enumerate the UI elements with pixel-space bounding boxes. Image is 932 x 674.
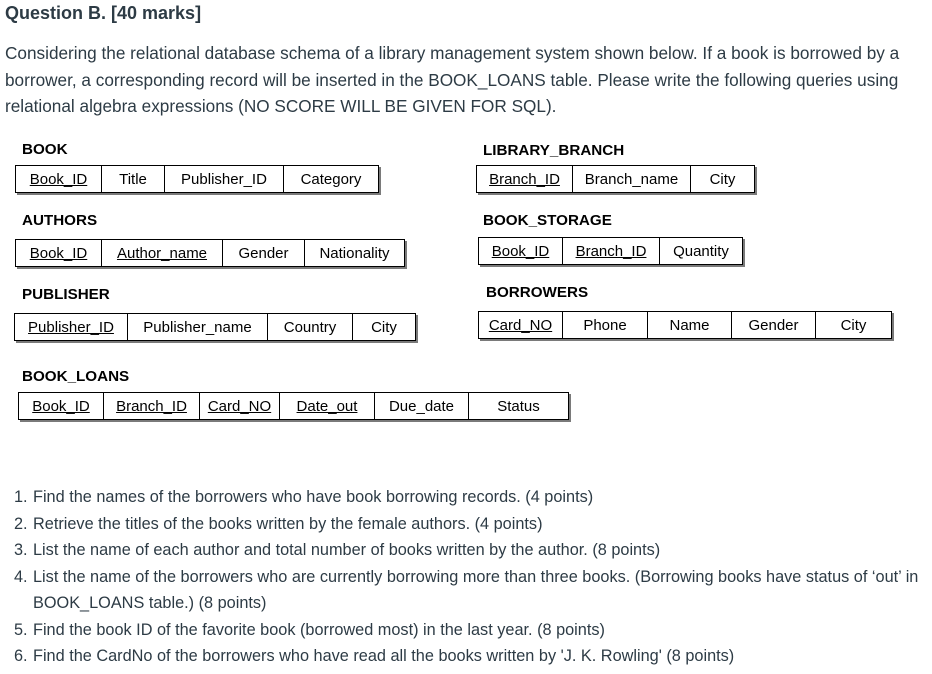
relation-book-loans-table [18, 392, 569, 420]
attribute-cell: Branch_name [573, 166, 691, 192]
relation-authors-table [15, 239, 405, 267]
question-list [14, 484, 919, 670]
attribute-cell: Date_out [280, 393, 375, 419]
relation-book-loans-name: BOOK_LOANS [22, 368, 130, 385]
attribute-cell: Gender [223, 240, 305, 266]
relation-publisher-name: PUBLISHER [22, 286, 110, 303]
relation-book-storage-table [478, 237, 743, 265]
attribute-cell: Nationality [319, 244, 390, 262]
relation-authors-name: AUTHORS [22, 212, 98, 229]
question-number: 2. [14, 514, 28, 533]
attribute-cell: Quantity [673, 242, 729, 260]
question-text: Find the CardNo of the borrowers who have read all the books written by 'J. K. Rowling' (8 points) [33, 647, 735, 665]
attribute-cell: Branch_ID [563, 238, 660, 264]
attribute-cell: Country [268, 314, 353, 340]
question-number: 6. [14, 647, 28, 665]
question-number: 1. [14, 488, 28, 506]
attribute-cell: Branch_ID [104, 393, 200, 419]
attribute-cell: Gender [732, 312, 816, 338]
attribute-cell: Card_NO [479, 312, 563, 338]
relation-library-branch-name: LIBRARY_BRANCH [483, 142, 625, 159]
question-intro: Considering the relational database schema of a library management system shown below. If a book is borrowed by a borrower, a corresponding record will be inserted in the BOOK_LOANS table. Please write the following queries using relational algebra expressions (NO SCORE WILL BE GIVEN FOR SQL). [5, 43, 900, 116]
relation-borrowers-name: BORROWERS [486, 284, 589, 301]
attribute-cell: City [840, 316, 867, 334]
relation-book-storage-name: BOOK_STORAGE [483, 212, 612, 229]
question-item [14, 537, 919, 564]
attribute-cell: Branch_ID [477, 166, 573, 192]
question-number: 4. [14, 567, 28, 586]
attribute-cell: Card_NO [200, 393, 280, 419]
attribute-cell: Status [497, 397, 540, 415]
attribute-cell: Publisher_ID [15, 314, 128, 340]
question-item [14, 643, 919, 670]
attribute-cell: Author_name [102, 240, 223, 266]
attribute-cell: Due_date [375, 393, 469, 419]
question-text: List the name of the borrowers who are currently borrowing more than three books. (Borrowing books have status of ‘out’ in BOOK_LOANS table.) (8 points) [33, 567, 919, 612]
attribute-cell: Publisher_name [128, 314, 268, 340]
attribute-cell: Book_ID [16, 166, 102, 192]
attribute-cell: Book_ID [19, 393, 104, 419]
question-item [14, 564, 919, 617]
question-item [14, 511, 919, 538]
question-text: List the name of each author and total number of books written by the author. (8 points) [33, 541, 661, 559]
attribute-cell: Publisher_ID [165, 166, 284, 192]
question-text: Find the names of the borrowers who have book borrowing records. (4 points) [33, 488, 594, 506]
question-item [14, 617, 919, 644]
question-text: Retrieve the titles of the books written by the female authors. (4 points) [33, 514, 543, 533]
attribute-cell: City [709, 170, 736, 188]
question-text: Find the book ID of the favorite book (borrowed most) in the last year. (8 points) [33, 620, 605, 639]
attribute-cell: Category [300, 170, 362, 188]
relation-book-table [15, 165, 379, 193]
attribute-cell: Phone [563, 312, 648, 338]
question-number: 3. [14, 541, 28, 559]
attribute-cell: Book_ID [479, 238, 563, 264]
relation-book-name: BOOK [22, 141, 68, 158]
relation-publisher-table [14, 313, 416, 341]
relation-borrowers-table [478, 311, 892, 339]
question-item [14, 484, 919, 511]
relation-library-branch-table [476, 165, 755, 193]
attribute-cell: Book_ID [16, 240, 102, 266]
attribute-cell: Title [102, 166, 165, 192]
question-number: 5. [14, 620, 28, 639]
attribute-cell: City [371, 318, 397, 336]
attribute-cell: Name [648, 312, 732, 338]
question-heading: Question B. [40 marks] [5, 3, 202, 23]
